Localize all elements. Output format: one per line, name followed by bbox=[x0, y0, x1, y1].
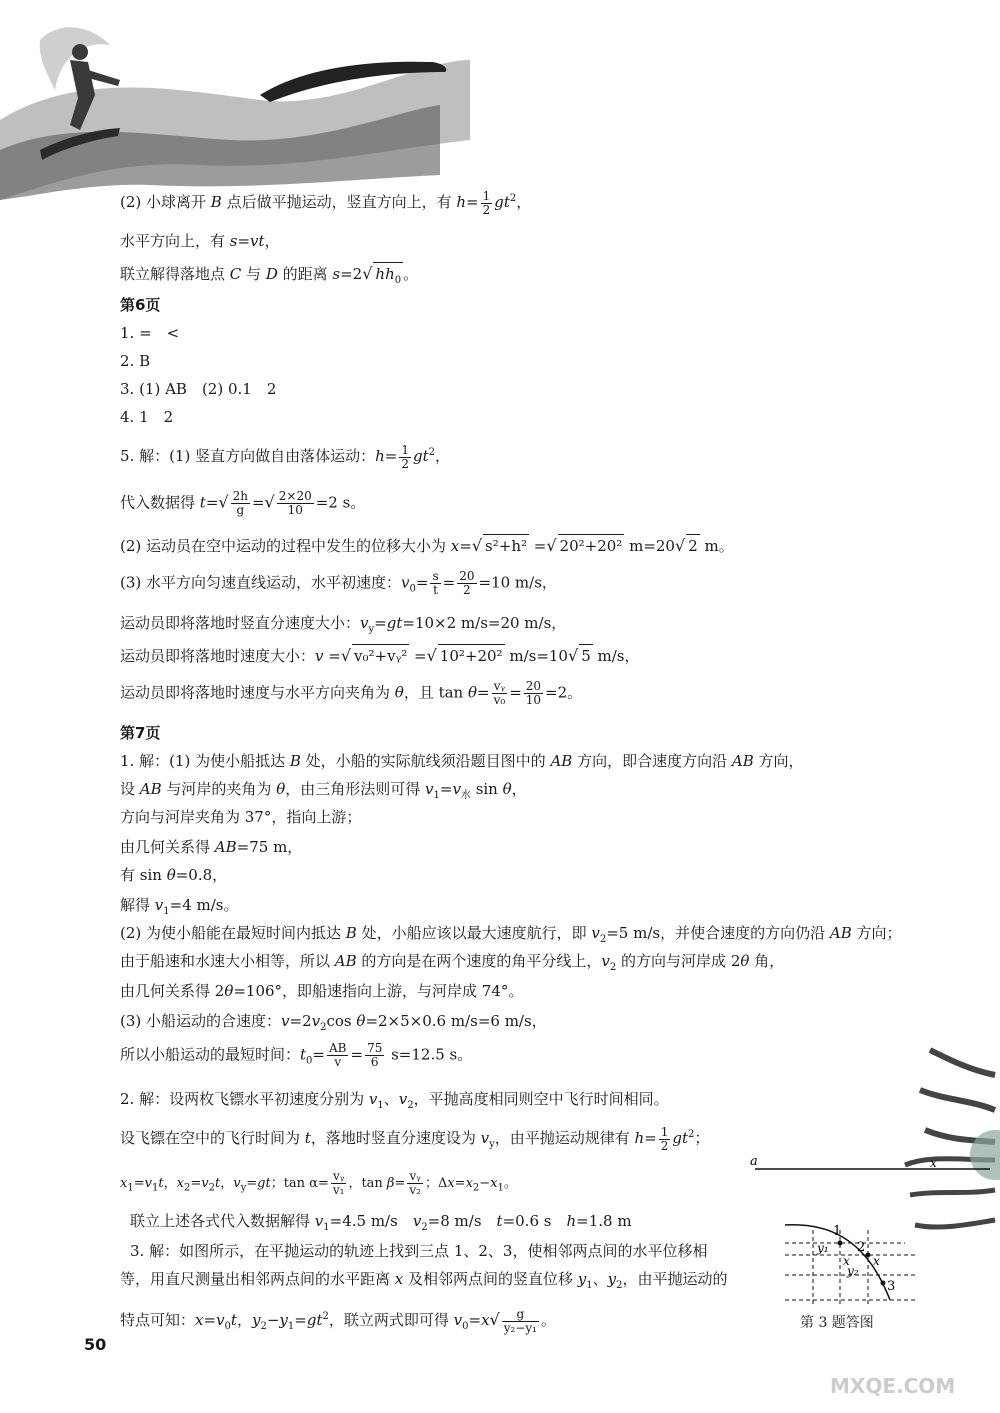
text-line: 由于船速和水速大小相等，所以 AB 的方向是在两个速度的角平分线上，$v_2$ 的方向与河岸成 2θ 角， bbox=[120, 952, 785, 973]
answer-1: 1. = < bbox=[120, 324, 180, 342]
text-line: 联立解得落地点 C 与 D 的距离 s=2√ $hh_0$ 。 bbox=[120, 262, 418, 292]
sqrt: v₀²+vᵧ² bbox=[352, 644, 409, 667]
sqrt: 2 bbox=[686, 534, 700, 557]
point-1-label: 1 bbox=[833, 1224, 842, 1239]
text-line: 设 AB 与河岸的夹角为 θ，由三角形法则可得 $v_1=v_水$ sin θ， bbox=[120, 780, 527, 801]
sqrt: 10²+20² bbox=[438, 644, 505, 667]
x-label: x bbox=[873, 1254, 880, 1268]
answer-5-line3: (2) 运动员在空中运动的过程中发生的位移大小为 x=√ s²+h² =√ 20²+20² m=20√ 2 m。 bbox=[120, 536, 734, 555]
answer-4: 4. 1 2 bbox=[120, 408, 174, 426]
fraction: $\frac{AB}{v}$ bbox=[329, 1041, 347, 1069]
answer-2: 2. B bbox=[120, 352, 151, 370]
header-surfer-illustration bbox=[0, 0, 560, 200]
text-line: 1. 解：(1) 为使小船抵达 B 处，小船的实际航线须沿题目图中的 AB 方向，即合速度方向沿 AB 方向， bbox=[120, 752, 804, 770]
text-line: 解得 $v_1=4$ m/s。 bbox=[120, 896, 239, 917]
text-line: 方向与河岸夹角为 37°，指向上游； bbox=[120, 808, 362, 826]
fraction: $\frac{\text{vᵧ}}{\text{v₁}}$ bbox=[332, 1169, 345, 1197]
answer-5-line5: 运动员即将落地时竖直分速度大小：$v_y=gt=10\times 2$ m/s=20 m/s， bbox=[120, 614, 567, 635]
x-label: x bbox=[843, 1254, 850, 1268]
fraction: $\frac{1}{2}$ bbox=[660, 1124, 669, 1153]
text-line: 联立上述各式代入数据解得 $v_1=4.5$ m/s $v_2=8$ m/s t=0.6 s h=1.8 m bbox=[130, 1212, 632, 1233]
answer-5-line6: 运动员即将落地时速度大小：v =√ v₀²+vᵧ² =√ 10²+20² m/s=10√ 5 m/s， bbox=[120, 646, 640, 665]
text-line: 2. 解：设两枚飞镖水平初速度分别为 $v_1$、$v_2$，平抛高度相同则空中飞行时间相同。 bbox=[120, 1090, 669, 1111]
fraction: $\frac{g}{\text{y₂−y₁}}$ bbox=[503, 1306, 537, 1335]
text-line: (2) 小球离开 B 点后做平抛运动，竖直方向上，有 h= $\frac{1}{2}$ $gt^2$， bbox=[120, 188, 532, 217]
text-line: 由几何关系得 2θ=106°，即船速指向上游，与河岸成 74°。 bbox=[120, 982, 524, 1000]
text-line: 所以小船运动的最短时间：$t_0=$ $\frac{AB}{v}$ = $\frac{75}{6}$ s=12.5 s。 bbox=[120, 1041, 473, 1069]
point-3-label: 3 bbox=[887, 1279, 896, 1294]
figure-caption: 第 3 题答图 bbox=[800, 1315, 874, 1331]
fraction: $\frac{2\times 20}{10}$ bbox=[278, 489, 312, 517]
trajectory-diagram bbox=[745, 1155, 995, 1305]
watermark-logo bbox=[790, 1343, 990, 1403]
y2-label: y₂ bbox=[847, 1264, 859, 1278]
text-line: 3. 解：如图所示，在平抛运动的轨迹上找到三点 1、2、3，使相邻两点间的水平位移相 bbox=[130, 1242, 708, 1260]
sqrt: 5 bbox=[579, 644, 593, 667]
fraction: $\frac{20}{2}$ bbox=[459, 569, 475, 597]
text-line: 由几何关系得 AB=75 m， bbox=[120, 838, 303, 856]
sqrt: $hh_0$ bbox=[373, 262, 403, 292]
section-heading-page7: 第7页 bbox=[120, 724, 161, 742]
svg-text:MXQE.COM: MXQE.COM bbox=[830, 1374, 956, 1398]
text-line: 水平方向上，有 s=vt， bbox=[120, 232, 280, 250]
sqrt: 20²+20² bbox=[558, 534, 625, 557]
text-line: 等，用直尺测量出相邻两点间的水平距离 x 及相邻两点间的竖直位移 $y_1$、$y_2$，由平抛运动的 bbox=[120, 1270, 728, 1291]
y1-label: y₁ bbox=[817, 1241, 829, 1255]
fraction: $\frac{1}{2}$ bbox=[401, 442, 409, 471]
text-line: 有 sin θ=0.8， bbox=[120, 866, 228, 884]
answer-5-line4: (3) 水平方向匀速直线运动，水平初速度：$v_0=$ $\frac{s}{t}$ = $\frac{20}{2}$ =10 m/s， bbox=[120, 569, 557, 597]
answer-5-line1: 5. 解：(1) 竖直方向做自由落体运动：h= $\frac{1}{2}$ $gt^2$， bbox=[120, 442, 451, 471]
section-heading-page6: 第6页 bbox=[120, 296, 161, 314]
point-2-label: 2 bbox=[857, 1240, 866, 1255]
fraction: $\frac{\text{vᵧ}}{\text{v₂}}$ bbox=[409, 1169, 421, 1197]
fraction: $\frac{\text{vᵧ}}{\text{v₀}}$ bbox=[493, 679, 506, 707]
text-line: 特点可知：$x=v_0t$，$y_2-y_1=gt^2$，联立两式即可得 $v_0=x√$ $\frac{g}{\text{y₂−y₁}}$ 。 bbox=[120, 1306, 556, 1335]
fraction: $\frac{75}{6}$ bbox=[367, 1041, 383, 1069]
answer-3: 3. (1) AB (2) 0.1 2 bbox=[120, 380, 277, 398]
fraction: $\frac{1}{2}$ bbox=[482, 188, 491, 217]
answer-5-line2: 代入数据得 t=√ $\frac{2h}{g}$ =√ $\frac{2\times 20}{10}$ =2 s。 bbox=[120, 489, 366, 517]
text-line: (2) 为使小船能在最短时间内抵达 B 处，小船应该以最大速度航行，即 $v_2=5$ m/s，并使合速度的方向仍沿 AB 方向； bbox=[120, 924, 902, 945]
figure-label-a: a bbox=[750, 1155, 758, 1169]
answer-5-line7: 运动员即将落地时速度与水平方向夹角为 θ，且 tan θ= $\frac{\text{vᵧ}}{\text{v₀}}$ = $\frac{20}{10}$ =2。 bbox=[120, 679, 583, 707]
fraction: $\frac{20}{10}$ bbox=[525, 679, 542, 707]
page-number: 50 bbox=[84, 1335, 107, 1354]
text-line: 设飞镖在空中的飞行时间为 t，落地时竖直分速度设为 $v_y$，由平抛运动规律有 h= $\frac{1}{2}$ $gt^2$； bbox=[120, 1124, 710, 1153]
sqrt: s²+h² bbox=[483, 534, 529, 557]
text-line: (3) 小船运动的合速度：$v=2v_2\cos$ θ=2×5×0.6 m/s=6 m/s， bbox=[120, 1012, 547, 1033]
text-line: $x_1=v_1t$，$x_2=v_2t$，$v_y=gt$；tan α= $\frac{\text{vᵧ}}{\text{v₁}}$ ，tan β= $\frac{\text{vᵧ}}{\text{v₂}}$ ；$\Delta x=x_2-x_1$。 bbox=[120, 1169, 517, 1197]
x-label: x bbox=[930, 1156, 937, 1170]
fraction: $\frac{s}{t}$ bbox=[432, 569, 439, 597]
fraction: $\frac{2h}{g}$ bbox=[232, 489, 248, 517]
